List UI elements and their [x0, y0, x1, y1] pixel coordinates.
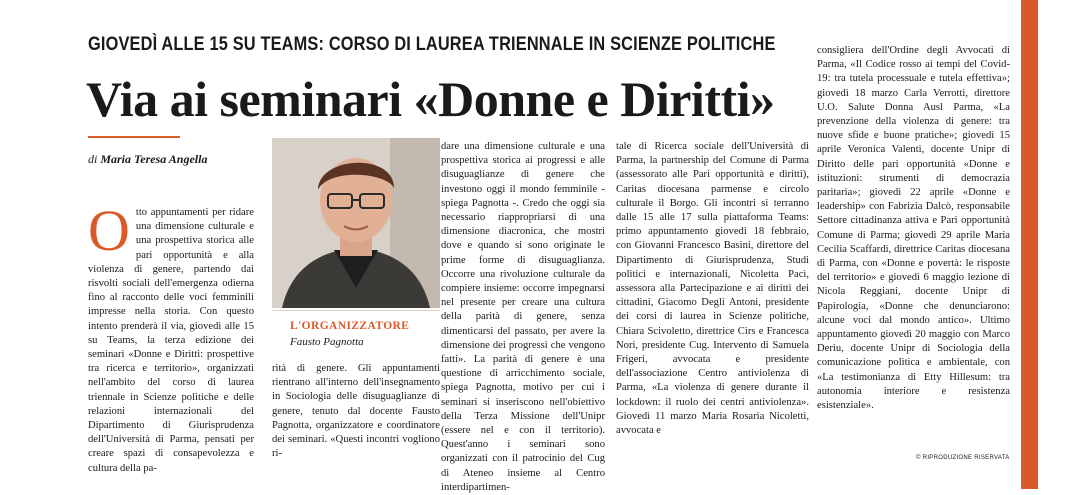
headline-rule — [88, 136, 180, 138]
caption-title: L'ORGANIZZATORE — [290, 320, 410, 332]
dropcap: O — [88, 198, 130, 263]
article-column-5: consigliera dell'Ordine degli Avvocati di Parma, «Il Codice rosso ai tempi del Covid-19: tra tutela processuale e tutela effettiva»; giovedì 18 marzo Carla Verrotti, direttore U.O. Salute Donna Ausl Parma, «La prevenzione della violenza di genere: tra nuove sfide e buone pratiche»; giovedì 15 aprile Veronica Valenti, docente Unipr di Diritto delle pari opportunità «Donne e istituzioni: strumenti di democrazia paritaria»; giovedì 22 aprile «Donne e leadership» con Fabrizia Dalcò, responsabile Settore cittadinanza attiva e Pari opportunità Comune di Parma; giovedì 29 aprile Maria Cecilia Scaffardi, direttrice Caritas diocesana di Parma, con «Donne e povertà: le risposte del territorio» e giovedì 6 maggio lezione di Nicola Reggiani, docente Unipr di Papirologia, «Donne che denunciarono: alcune voci dal mondo antico». Ultimo appuntamento giovedì 20 maggio con Marco Deriu, docente Unipr di Sociologia della comunicazione politica e ambientale, con «La testimonianza di Etty Hillesum: tra autonomia interiore e resistenza esistenziale». — [817, 45, 1010, 412]
byline-author: Maria Teresa Angella — [100, 152, 208, 166]
accent-bar — [1021, 0, 1038, 489]
article-column-1-text: tto appuntamenti per ridare una dimensione culturale e una prospettiva storica alle pari opportunità e alla violenza di genere, partendo dai risvolti sociali dell'emergenza odierna fino al racconto delle voci femminili impresse nella storia. Con questo intento prenderà il via, giovedì alle 15 su Teams, la terza edizione dei seminari «Donne e Diritti: prospettive tra ricerca e territorio», organizzati nell'ambito del corso di laurea triennale in Scienze politiche e delle relazioni internazionali del Dipartimento di Giurisprudenza dell'Università di Parma, pensati per creare spazi di consapevolezza e cultura della pa- — [88, 207, 254, 474]
byline-prefix: di — [88, 152, 98, 166]
article-column-4: tale di Ricerca sociale dell'Università di Parma, la partnership del Comune di Parma (assessorato alle Pari opportunità e diritti), Caritas diocesana parmense e circolo culturale il Borgo. Gli incontri si terranno dalle 15 alle 17 sulla piattaforma Teams: primo appuntamento giovedì 18 febbraio, con Giovanni Francesco Basini, direttore del Dipartimento di Giurisprudenza, Studi politici e internazionali, Nicoletta Paci, assessora alla Partecipazione e ai diritti dei cittadini, Giacomo Degli Antoni, presidente dei corsi di laurea in Scienze politiche, Chiara Scivoletto, direttrice Cirs e Francesca Nori, presidente Cug. Intervento di Samuela Frigeri, avvocata e presidente dell'associazione Centro antiviolenza di Parma, «La violenza di genere durante il lockdown: il ruolo dei centri antiviolenza». Giovedì 11 marzo Maria Rosaria Nicoletti, avvocata e — [616, 141, 809, 437]
copyright-notice: © RIPRODUZIONE RISERVATA — [916, 455, 1010, 461]
portrait-photo — [272, 138, 440, 308]
byline — [88, 152, 207, 167]
article-column-2: rità di genere. Gli appuntamenti rientrano all'interno dell'insegnamento in Sociologia delle disuguaglianze di genere, tenuto dal docente Fausto Pagnotta, organizzatore e coordinatore dei seminari. «Questi incontri vogliono ri- — [272, 363, 440, 460]
article-column-3: dare una dimensione culturale e una prospettiva storica ai progressi e alle disuguaglianze di genere che investono oggi il mondo femminile - spiega Pagnotta -. Credo che oggi sia necessario riappropriarsi di una dimensione diacronica, che mostri dove e quando si sono originate le prime forme di disuguaglianza. Occorre una rivoluzione culturale da compiere insieme: occorre impegnarsi nel presente per creare una cultura della parità di genere, senza dimenticarsi del passato, per avere la dimensione dei progressi che vengono fatti». La parità di genere è una questione di arricchimento sociale, spiega Pagnotta, motivo per cui i seminari si inseriscono nell'obiettivo della Terza Missione dell'Unipr (essere nel e con il territorio). Quest'anno i seminari sono organizzati con il patrocinio del Cug di Ateneo insieme al Centro interdipartimen- — [441, 141, 605, 493]
article-column-1 — [88, 198, 254, 476]
caption-name: Fausto Pagnotta — [290, 336, 364, 348]
headline: Via ai seminari «Donne e Diritti» — [86, 71, 775, 127]
kicker: GIOVEDÌ ALLE 15 SU TEAMS: CORSO DI LAUREA TRIENNALE IN SCIENZE POLITICHE — [88, 34, 776, 55]
photo-caption — [272, 310, 440, 357]
